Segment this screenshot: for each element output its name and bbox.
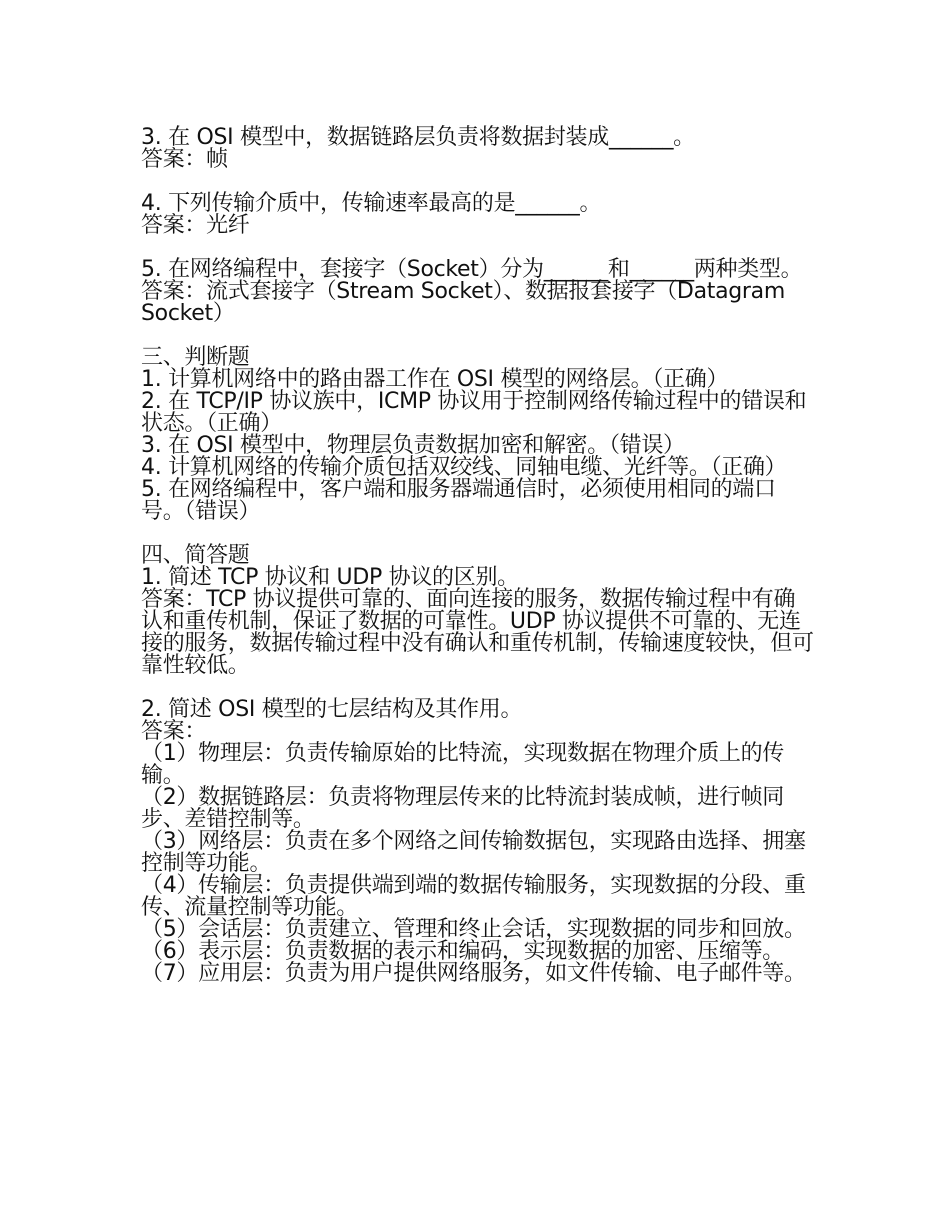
osi-layer-3: （3）网络层：负责在多个网络之间传输数据包，实现路由选择、拥塞控制等功能。 xyxy=(141,829,806,876)
short-question-1: 1. 简述 TCP 协议和 UDP 协议的区别。 xyxy=(141,565,519,590)
section-title-judge: 三、判断题 xyxy=(141,345,250,370)
osi-layer-1: （1）物理层：负责传输原始的比特流，实现数据在物理介质上的传输。 xyxy=(141,741,784,788)
osi-layer-6: （6）表示层：负责数据的表示和编码，实现数据的加密、压缩等。 xyxy=(141,939,784,964)
fill-answer-3: 答案：帧 xyxy=(141,147,228,172)
osi-layer-2: （2）数据链路层：负责将物理层传来的比特流封装成帧，进行帧同步、差错控制等。 xyxy=(141,785,784,832)
osi-layer-7: （7）应用层：负责为用户提供网络服务，如文件传输、电子邮件等。 xyxy=(141,961,806,986)
short-answer-1: 答案：TCP 协议提供可靠的、面向连接的服务，数据传输过程中有确认和重传机制，保证了数据的可靠性。UDP 协议提供不可靠的、无连接的服务，数据传输过程中没有确认和重传机制，传输速度较快，但可靠性较低。 xyxy=(141,587,814,678)
fill-question-5: 5. 在网络编程中，套接字（Socket）分为______和______两种类型。 xyxy=(141,257,803,282)
fill-answer-4: 答案：光纤 xyxy=(141,213,250,238)
fill-answer-5: 答案：流式套接字（Stream Socket）、数据报套接字（Datagram Socket） xyxy=(141,279,785,326)
section-title-short: 四、简答题 xyxy=(141,543,250,568)
judge-item-5: 5. 在网络编程中，客户端和服务器端通信时，必须使用相同的端口号。（错误） xyxy=(141,477,776,524)
judge-item-2: 2. 在 TCP/IP 协议族中，ICMP 协议用于控制网络传输过程中的错误和状态。（正确） xyxy=(141,389,807,436)
judge-item-3: 3. 在 OSI 模型中，物理层负责数据加密和解密。（错误） xyxy=(141,433,685,458)
osi-layer-5: （5）会话层：负责建立、管理和终止会话，实现数据的同步和回放。 xyxy=(141,917,806,942)
judge-item-4: 4. 计算机网络的传输介质包括双绞线、同轴电缆、光纤等。（正确） xyxy=(141,455,787,480)
document-body xyxy=(141,127,816,985)
osi-layer-4: （4）传输层：负责提供端到端的数据传输服务，实现数据的分段、重传、流量控制等功能。 xyxy=(141,873,806,920)
short-question-2: 2. 简述 OSI 模型的七层结构及其作用。 xyxy=(141,697,523,722)
fill-question-3: 3. 在 OSI 模型中，数据链路层负责将数据封装成______。 xyxy=(141,125,695,150)
fill-question-4: 4. 下列传输介质中，传输速率最高的是______。 xyxy=(141,191,602,216)
short-answer-2-label: 答案： xyxy=(141,719,207,744)
judge-item-1: 1. 计算机网络中的路由器工作在 OSI 模型的网络层。（正确） xyxy=(141,367,729,392)
